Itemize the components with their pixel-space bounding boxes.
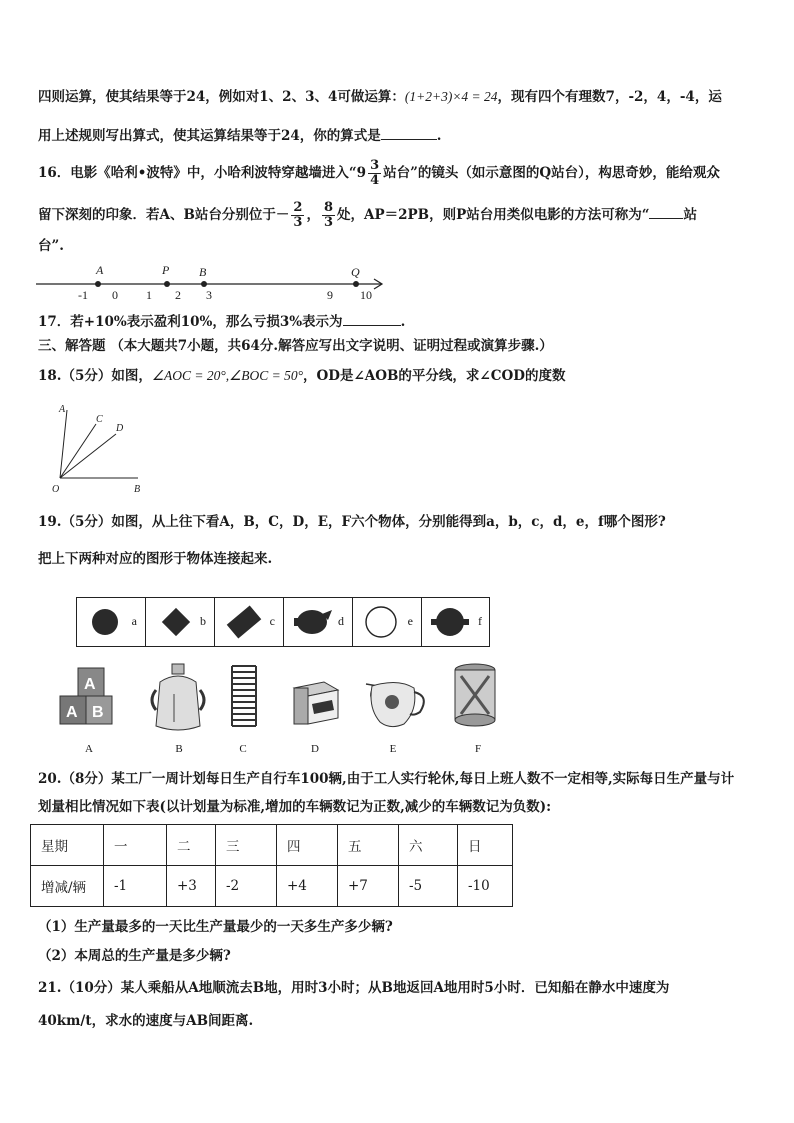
q20-production-table (30, 824, 513, 907)
point-label-q: Q (351, 265, 360, 279)
q15-line2 (38, 125, 442, 146)
table-cell: 六 (399, 825, 458, 866)
table-cell: -1 (104, 866, 167, 907)
tick-label: 2 (175, 288, 181, 302)
q16-line1 (38, 159, 720, 188)
q20-sub1: （1）生产量最多的一天比生产量最少的一天多生产多少辆? (38, 919, 393, 935)
q16-line3: 台”. (38, 238, 64, 254)
q18-formula: ∠AOC = 20°,∠BOC = 50° (151, 368, 303, 383)
q20-sub2: （2）本周总的生产量是多少辆? (38, 948, 231, 964)
table-cell: 日 (458, 825, 513, 866)
q15-end: . (436, 128, 442, 144)
table-cell: 五 (338, 825, 399, 866)
q16-text-c: 留下深刻的印象．若A、B站台分别位于－ (38, 207, 290, 223)
fig18-label-b: B (134, 484, 141, 495)
table-cell: 二 (167, 825, 216, 866)
table-cell: -2 (216, 866, 277, 907)
q16-text-b: 站台”的镜头（如示意图的Q站台），构思奇妙，能给观众 (383, 165, 720, 181)
object-d-box: D (280, 660, 350, 755)
q20-line2: 划量相比情况如下表(以计划量为标准,增加的车辆数记为正数,减少的车辆数记为负数): (38, 799, 552, 815)
q21-line2: 40km/t，求水的速度与AB间距离. (38, 1013, 254, 1029)
point-label-a: A (96, 263, 104, 277)
q17-line: 17．若+10%表示盈利10%，那么亏损3%表示为 . (38, 311, 405, 332)
q18-text-b: ，OD是∠AOB的平分线，求∠COD的度数 (303, 368, 566, 384)
table-row (31, 866, 513, 907)
q18-line (38, 366, 565, 386)
point-p (164, 281, 170, 287)
fig18-label-o: O (52, 484, 60, 495)
table-cell: -5 (399, 866, 458, 907)
q16-frac2: $\frac{8}{3}$ (323, 200, 333, 230)
shape-e: e (353, 598, 422, 646)
point-q (353, 281, 359, 287)
q21-line1: 21.（10分）某人乘船从A地顺流去B地，用时3小时；从B地返回A地用时5小时．已知船在静水中速度为 (38, 980, 670, 996)
q17-text: 17．若+10%表示盈利10%，那么亏损3%表示为 (38, 314, 343, 330)
svg-text:B: B (92, 704, 104, 721)
q16-number-line (36, 262, 396, 304)
table-cell: -10 (458, 866, 513, 907)
shape-a: a (77, 598, 146, 646)
tick-label: -1 (78, 288, 88, 302)
q15-text-c: 用上述规则写出算式，使其运算结果等于24，你的算式是 (38, 128, 381, 144)
table-cell: 一 (104, 825, 167, 866)
q16-text-d: 处，AP＝2PB，则P站台用类似电影的方法可称为“ (336, 207, 650, 223)
q18-text-a: 18.（5分）如图， (38, 368, 152, 384)
table-cell: 四 (277, 825, 338, 866)
q19-line1: 19.（5分）如图，从上往下看A，B，C，D，E，F六个物体，分别能得到a，b，c，d，e，f哪个图形? (38, 514, 666, 530)
shape-d: d (284, 598, 353, 646)
q19-topview-shapes (76, 597, 490, 647)
tick-label: 9 (327, 288, 333, 302)
object-f-cylinder: F (443, 660, 513, 755)
q18-angle-figure (50, 400, 160, 495)
q16-answer-blank[interactable] (649, 204, 683, 219)
section-3-heading: 三、解答题 （本大题共7小题，共64分.解答应写出文字说明、证明过程或演算步骤.） (38, 338, 553, 354)
svg-text:A: A (66, 704, 78, 721)
point-label-p: P (162, 263, 170, 277)
shape-c: c (215, 598, 284, 646)
shape-b: b (146, 598, 215, 646)
table-cell: 增减/辆 (31, 866, 104, 907)
point-b (201, 281, 207, 287)
tick-label: 10 (360, 288, 372, 302)
q16-text-e: 站 (683, 207, 697, 223)
object-e-pitcher: E (358, 660, 428, 755)
tick-label: 0 (112, 288, 118, 302)
fig18-label-c: C (96, 414, 103, 425)
q15-answer-blank[interactable] (381, 125, 437, 140)
point-label-b: B (199, 265, 207, 279)
fig18-label-d: D (116, 423, 124, 434)
point-a (95, 281, 101, 287)
tick-label: 1 (146, 288, 152, 302)
q19-objects (48, 660, 518, 755)
table-cell: 星期 (31, 825, 104, 866)
svg-text:A: A (84, 676, 96, 693)
table-header-row (31, 825, 513, 866)
fig18-label-a: A (59, 404, 66, 415)
q16-mixed-frac: $\frac{3}{4}$ (370, 158, 380, 188)
object-c-spring: C (208, 660, 278, 755)
q17-answer-blank[interactable] (343, 311, 401, 326)
q16-frac1: $\frac{2}{3}$ (293, 200, 303, 230)
q15-text-b: ，现有四个有理数7，-2，4，-4，运 (497, 89, 722, 105)
shape-f: f (422, 598, 490, 646)
q19-line2: 把上下两种对应的图形于物体连接起来. (38, 551, 273, 567)
q15-text-a: 四则运算，使其结果等于24，例如对1、2、3、4可做运算： (38, 89, 405, 105)
q15-formula: (1+2+3)×4 = 24 (404, 89, 498, 104)
table-cell: +3 (167, 866, 216, 907)
table-cell: 三 (216, 825, 277, 866)
object-a-blocks: A B A A (54, 660, 124, 755)
table-cell: +7 (338, 866, 399, 907)
object-b-jar: B (144, 660, 214, 755)
q16-text-a: 16．电影《哈利•波特》中，小哈利波特穿越墙进入“9 (38, 165, 367, 181)
q15-line1 (38, 87, 722, 107)
q20-line1: 20.（8分）某工厂一周计划每日生产自行车100辆,由于工人实行轮休,每日上班人数不一定相等,实际每日生产量与计 (38, 771, 735, 787)
q16-line2: 留下深刻的印象．若A、B站台分别位于－ $\frac{2}{3}$ ， $\frac{8}{3}$ 处，AP＝2PB，则P站台用类似电影的方法可称为“ 站 (38, 200, 697, 230)
tick-label: 3 (206, 288, 212, 302)
table-cell: +4 (277, 866, 338, 907)
